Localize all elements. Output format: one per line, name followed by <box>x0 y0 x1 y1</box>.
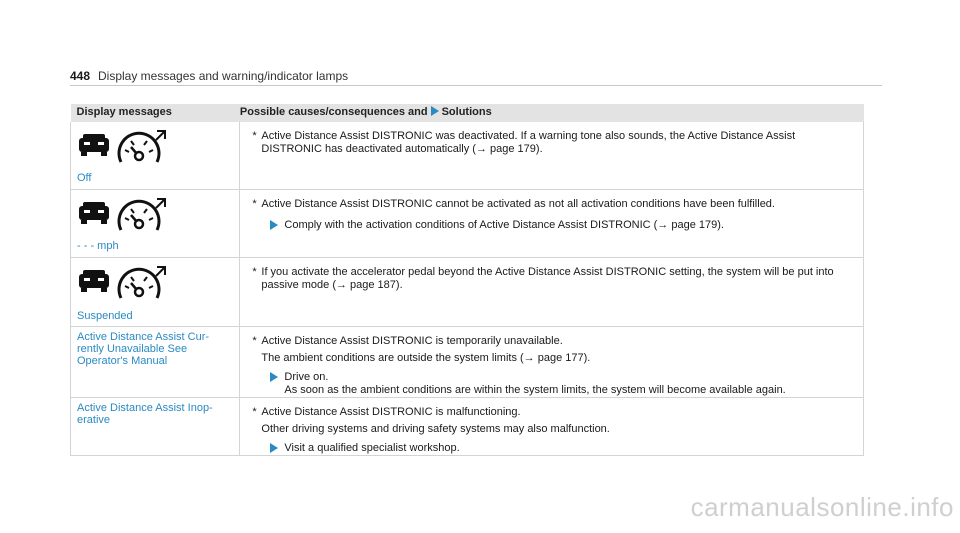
table-row <box>71 189 864 257</box>
display-message-label: Active Distance Assist Inop-erative <box>77 401 213 426</box>
page-header <box>70 69 882 86</box>
solution-arrow-icon <box>270 443 278 453</box>
page-title: Display messages and warning/indicator lamps <box>98 69 349 83</box>
col-header-causes: Possible causes/consequences and <box>239 106 428 118</box>
display-message-label: Off <box>77 172 92 184</box>
page-number: 448 <box>70 69 91 83</box>
display-message-label: Suspended <box>77 309 133 322</box>
table-row <box>71 326 864 397</box>
distronic-speedometer-icon <box>77 264 169 304</box>
solution-step: Drive on. As soon as the ambient conditions are within the system limits, the system will become available again. <box>246 371 857 397</box>
solution-arrow-icon <box>270 220 278 230</box>
cause-item: * Active Distance Assist DISTRONIC is temporarily unavailable. <box>252 334 563 347</box>
table-row <box>71 397 864 455</box>
messages-table <box>70 104 864 456</box>
display-message-label: - - - mph <box>77 239 119 252</box>
cause-item: * Active Distance Assist DISTRONIC was deactivated. If a warning tone also sounds, the Active Distance Assist DISTRONIC has deactivated automatically (→ page 179). <box>252 130 796 155</box>
cause-detail: Other driving systems and driving safety systems may also malfunction. <box>261 422 610 435</box>
display-message-label: Active Distance Assist Cur-rently Unavailable See Operator's Manual <box>77 330 210 367</box>
solution-step: Comply with the activation conditions of Active Distance Assist DISTRONIC (→ page 179). <box>246 219 857 232</box>
cause-item: * Active Distance Assist DISTRONIC cannot be activated as not all activation conditions have been fulfilled. <box>252 197 775 210</box>
watermark: carmanualsonline.info <box>690 492 954 522</box>
cause-detail: The ambient conditions are outside the system limits (→ page 177). <box>261 351 591 364</box>
solution-arrow-icon <box>270 372 278 382</box>
solution-arrow-icon <box>431 106 439 116</box>
solution-step: Visit a qualified specialist workshop. <box>246 442 857 455</box>
distronic-speedometer-icon <box>77 128 169 168</box>
distronic-speedometer-icon <box>77 196 169 236</box>
cause-item: * Active Distance Assist DISTRONIC is malfunctioning. <box>252 405 521 418</box>
col-header-display-messages: Display messages <box>76 106 172 118</box>
table-row <box>71 122 864 189</box>
table-row <box>71 257 864 326</box>
col-header-causes-solutions <box>240 104 864 122</box>
table-header-row <box>71 104 864 122</box>
cause-item: * If you activate the accelerator pedal beyond the Active Distance Assist DISTRONIC setting, the system will be put into passive mode (→ page 187). <box>252 265 834 291</box>
col-header-solutions: Solutions <box>441 106 492 118</box>
